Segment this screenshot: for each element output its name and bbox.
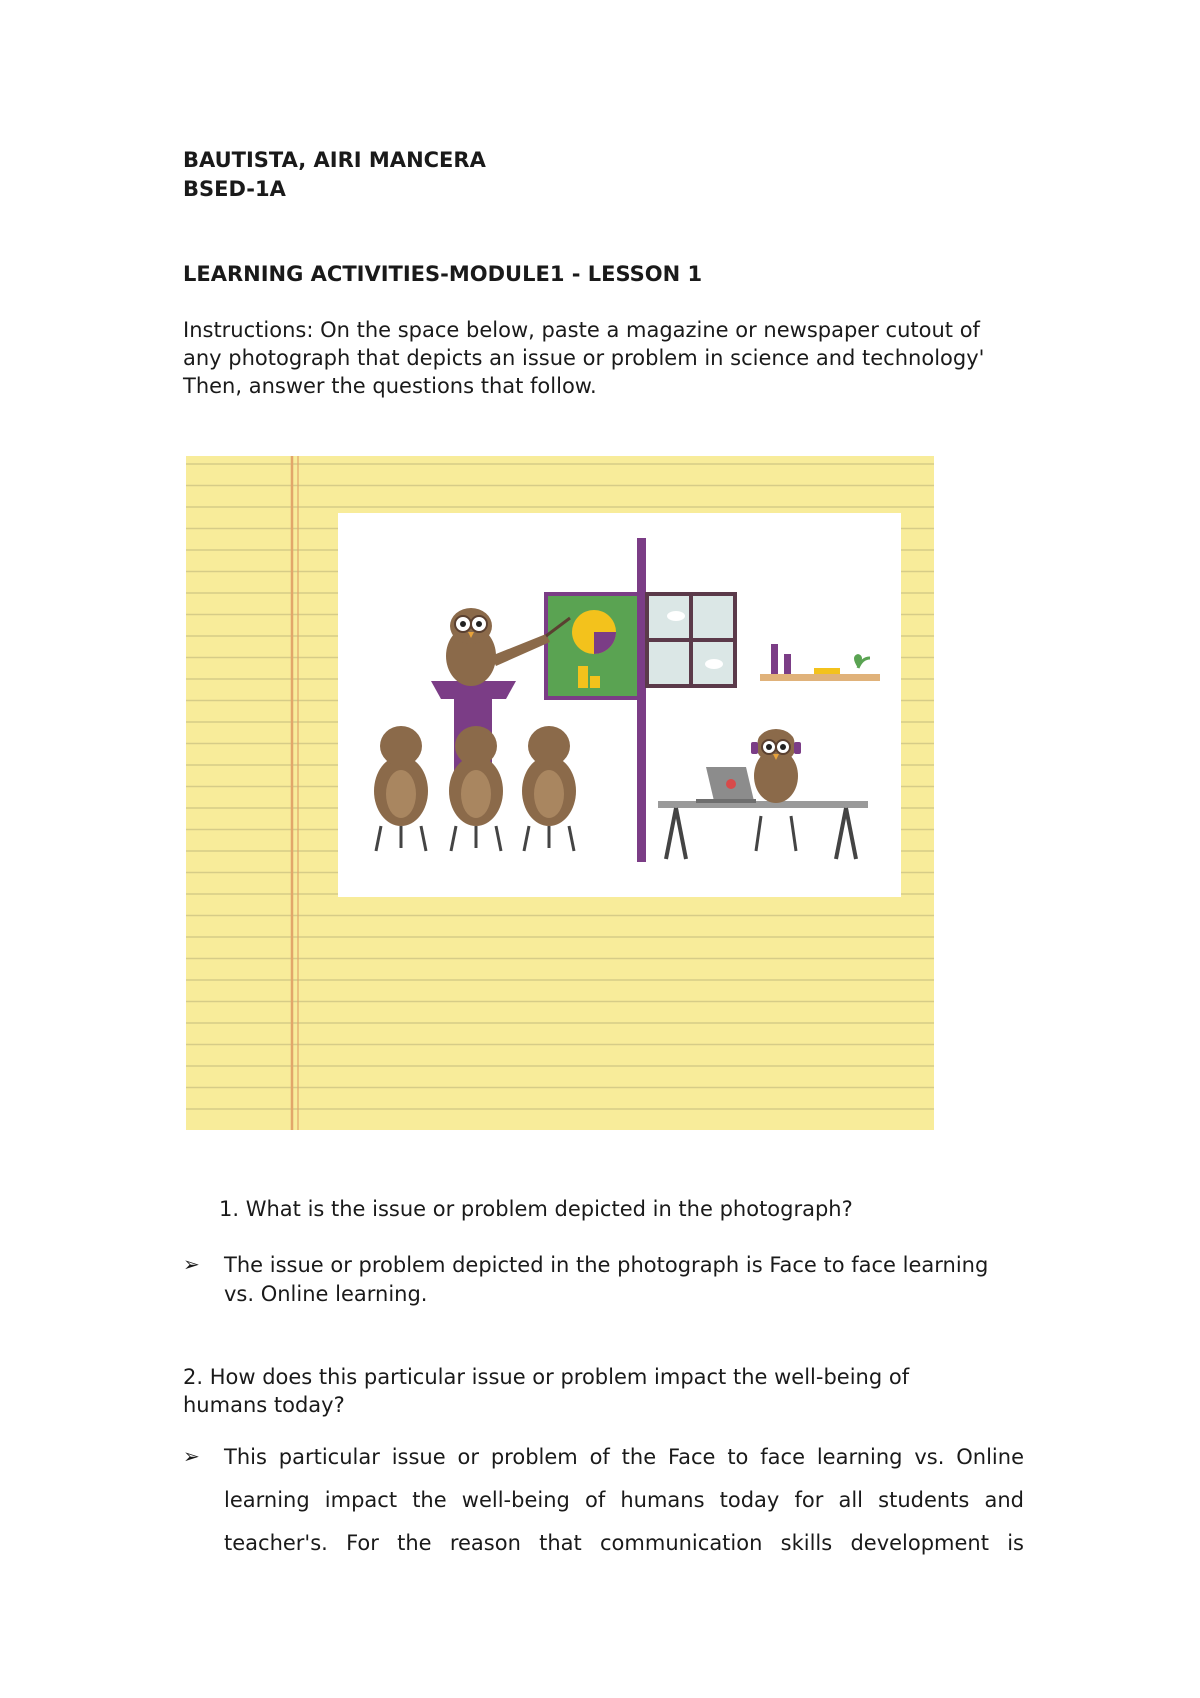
bullet-arrow-icon: ➢	[183, 1444, 200, 1468]
activity-title: LEARNING ACTIVITIES-MODULE1 - LESSON 1	[183, 262, 703, 286]
answer-1-line-2: vs. Online learning.	[224, 1282, 428, 1306]
answer-2-line-1: This particular issue or problem of the Face to face learning vs. Online	[224, 1445, 1024, 1469]
question-1: 1. What is the issue or problem depicted in the photograph?	[219, 1197, 853, 1221]
student-section: BSED-1A	[183, 177, 286, 201]
student-name: BAUTISTA, AIRI MANCERA	[183, 148, 486, 172]
instructions-line-3: Then, answer the questions that follow.	[183, 374, 597, 398]
answer-2-line-3: teacher's. For the reason that communication skills development is	[224, 1531, 1024, 1555]
bullet-arrow-icon: ➢	[183, 1252, 200, 1276]
chart-board	[546, 594, 642, 698]
question-2-line-2: humans today?	[183, 1393, 345, 1417]
answer-1-line-1: The issue or problem depicted in the photograph is Face to face learning	[224, 1253, 989, 1277]
instructions-line-2: any photograph that depicts an issue or problem in science and technology'	[183, 346, 985, 370]
answer-2-line-2: learning impact the well-being of humans today for all students and	[224, 1488, 1024, 1512]
question-2-line-1: 2. How does this particular issue or problem impact the well-being of	[183, 1365, 910, 1389]
window	[647, 594, 735, 686]
divider-pole	[637, 538, 646, 862]
pasted-photograph	[186, 456, 934, 1130]
instructions-line-1: Instructions: On the space below, paste a magazine or newspaper cutout of	[183, 318, 980, 342]
